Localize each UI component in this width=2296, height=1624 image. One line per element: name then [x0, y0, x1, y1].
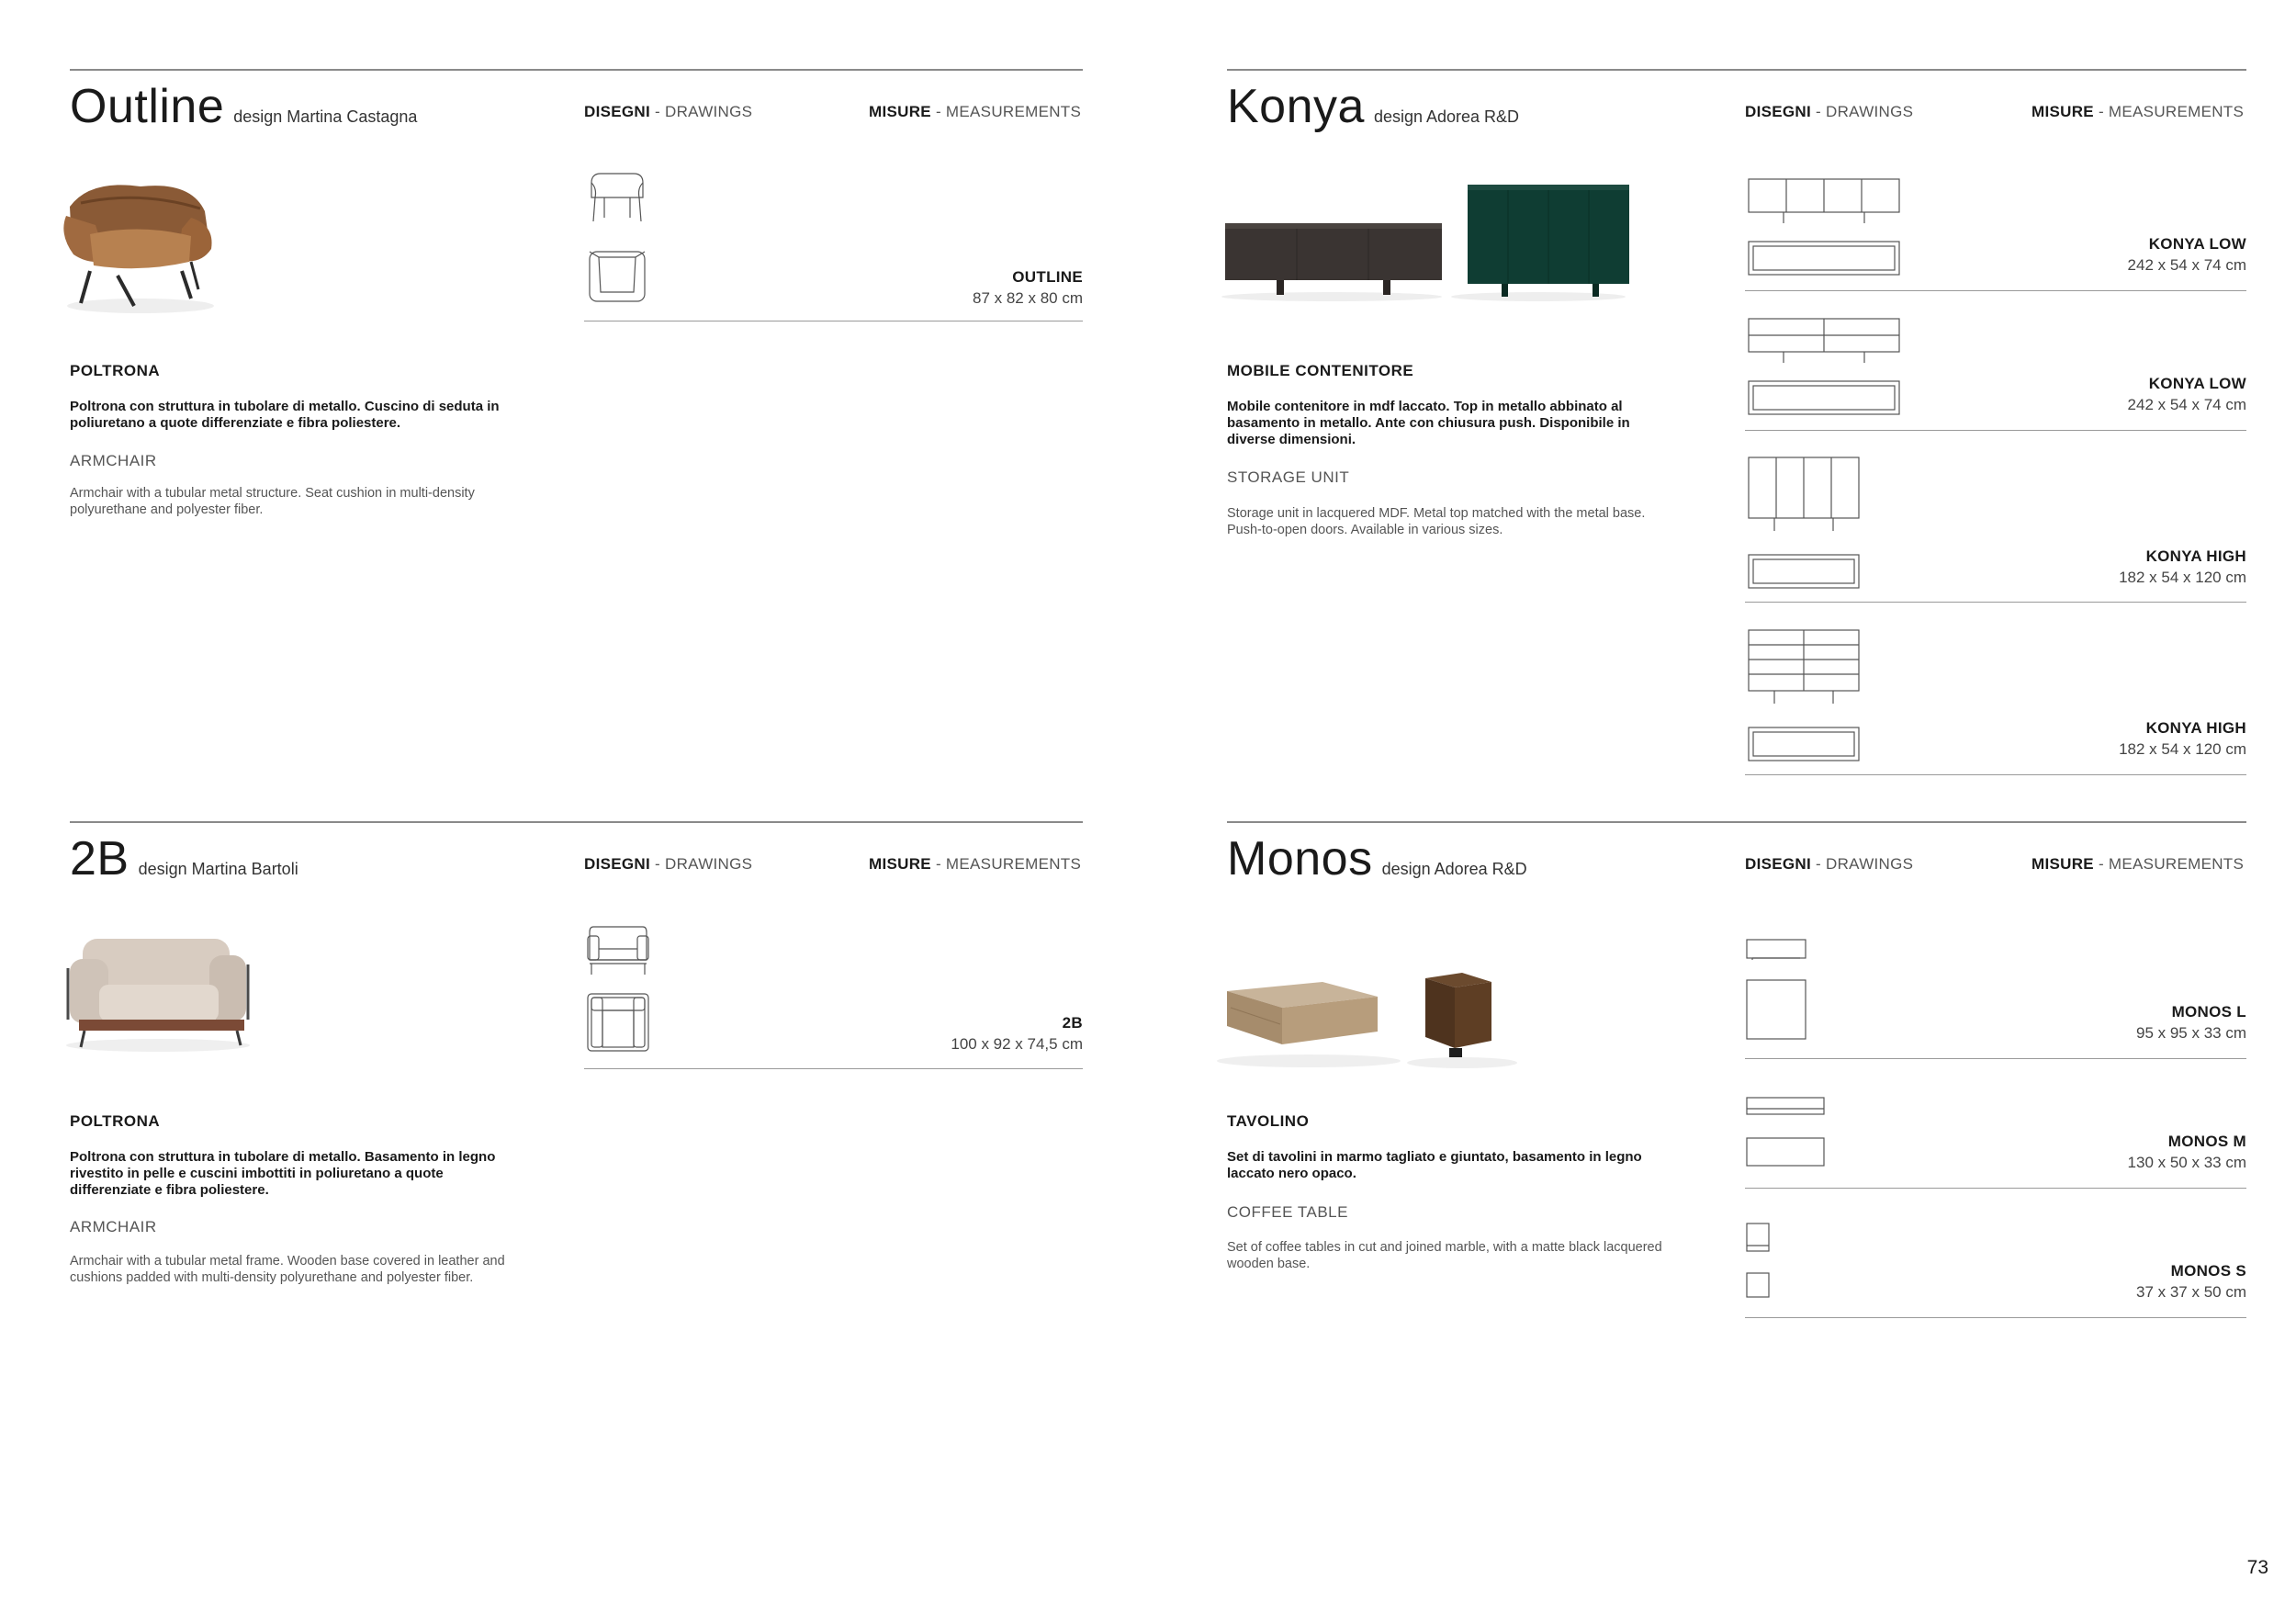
- measure-entry: [2128, 1133, 2246, 1172]
- description-italian: Poltrona con struttura in tubolare di metallo. Basamento in legno rivestito in pelle e cuscini imbottiti in poliuretano a quote differenziate e fibra poliestere.: [70, 1149, 496, 1198]
- category-italian: POLTRONA: [70, 1112, 161, 1130]
- category-italian: TAVOLINO: [1227, 1112, 1310, 1130]
- drawings-header: DISEGNI - DRAWINGS: [1745, 103, 1914, 120]
- description-italian: Poltrona con struttura in tubolare di metallo. Cuscino di seduta in poliuretano a quote differenziate e fibra poliestere.: [70, 399, 500, 431]
- category-english: STORAGE UNIT: [1227, 468, 1350, 486]
- measure-entry: [2119, 547, 2246, 587]
- product-title: [1227, 831, 1527, 886]
- product-title: [70, 79, 417, 134]
- measure-separator: [584, 1068, 1083, 1069]
- konya-low-alt-front-drawing: [1747, 317, 1903, 416]
- konya-low-front-drawing: [1747, 177, 1903, 276]
- measure-name: MONOS L: [2171, 1003, 2246, 1021]
- designer-credit: design Martina Castagna: [233, 107, 418, 126]
- product-name: Outline: [70, 80, 225, 133]
- konya-high-drawers-front-drawing: [1747, 628, 1863, 764]
- description-italian: Mobile contenitore in mdf laccato. Top in metallo abbinato al basamento in metallo. Ante con chiusura push. Disponibile in diverse dimensioni.: [1227, 399, 1630, 447]
- konya-high-front-drawing: [1747, 456, 1863, 592]
- section-top-rule: [70, 69, 1083, 71]
- outline-front-view-drawing: [588, 170, 647, 225]
- product-name: 2B: [70, 832, 129, 885]
- category-italian: MOBILE CONTENITORE: [1227, 362, 1414, 379]
- measure-dims: 182 x 54 x 120 cm: [2119, 569, 2246, 586]
- designer-credit: design Adorea R&D: [1381, 860, 1527, 878]
- product-name: Konya: [1227, 80, 1365, 133]
- measure-dims: 100 x 92 x 74,5 cm: [951, 1035, 1083, 1053]
- measure-separator: [1745, 1188, 2246, 1189]
- page-number: 73: [2246, 1557, 2268, 1578]
- section-top-rule: [1227, 821, 2246, 823]
- description-english: Set of coffee tables in cut and joined marble, with a matte black lacquered wooden base.: [1227, 1240, 1662, 1271]
- measure-dims: 242 x 54 x 74 cm: [2127, 256, 2246, 274]
- measure-dims: 130 x 50 x 33 cm: [2127, 1154, 2246, 1171]
- measure-dims: 242 x 54 x 74 cm: [2127, 396, 2246, 413]
- measurements-header: MISURE - MEASUREMENTS: [2032, 103, 2245, 120]
- measure-name: KONYA LOW: [2148, 235, 2246, 253]
- measure-name: 2B: [1062, 1014, 1083, 1032]
- description-italian: Set di tavolini in marmo tagliato e giuntato, basamento in legno laccato nero opaco.: [1227, 1149, 1642, 1181]
- section-top-rule: [70, 821, 1083, 823]
- measure-separator: [1745, 774, 2246, 775]
- designer-credit: design Adorea R&D: [1373, 107, 1520, 126]
- product-title: [70, 831, 298, 886]
- measure-separator: [1745, 1058, 2246, 1059]
- measure-dims: 87 x 82 x 80 cm: [972, 289, 1083, 307]
- measure-name: KONYA HIGH: [2145, 719, 2246, 737]
- product-name: Monos: [1227, 832, 1373, 885]
- measure-separator: [1745, 290, 2246, 291]
- section-top-rule: [1227, 69, 2246, 71]
- measure-dims: 37 x 37 x 50 cm: [2135, 1283, 2246, 1301]
- monos-l-drawing: [1745, 938, 1809, 1043]
- konya-storage-photo: [1221, 179, 1644, 303]
- drawings-header: DISEGNI - DRAWINGS: [584, 855, 753, 873]
- measure-entry: [2119, 719, 2246, 759]
- twob-front-view-drawing: [586, 923, 650, 976]
- monos-coffee-tables-photo: [1212, 960, 1580, 1070]
- measure-entry: [2136, 1262, 2246, 1302]
- measure-dims: 95 x 95 x 33 cm: [2135, 1024, 2246, 1042]
- category-english: ARMCHAIR: [70, 1218, 157, 1235]
- twob-top-view-drawing: [586, 992, 650, 1053]
- category-italian: POLTRONA: [70, 362, 161, 379]
- description-english: Storage unit in lacquered MDF. Metal top matched with the metal base. Push-to-open doors. Available in various sizes.: [1227, 506, 1646, 537]
- category-english: ARMCHAIR: [70, 452, 157, 469]
- measure-entry: [2136, 1003, 2246, 1043]
- measure-name: OUTLINE: [1012, 268, 1083, 286]
- monos-m-drawing: [1745, 1096, 1828, 1169]
- measure-name: KONYA LOW: [2148, 375, 2246, 392]
- measure-entry: [2128, 235, 2246, 275]
- designer-credit: design Martina Bartoli: [138, 860, 298, 878]
- measure-name: MONOS M: [2167, 1133, 2246, 1150]
- measure-entry: [951, 1014, 1083, 1054]
- measure-separator: [1745, 602, 2246, 603]
- measurements-header: MISURE - MEASUREMENTS: [2032, 855, 2245, 873]
- measure-separator: [1745, 430, 2246, 431]
- drawings-header: DISEGNI - DRAWINGS: [584, 103, 753, 120]
- outline-top-view-drawing: [588, 248, 647, 305]
- measure-dims: 182 x 54 x 120 cm: [2119, 740, 2246, 758]
- measure-separator: [1745, 1317, 2246, 1318]
- measurements-header: MISURE - MEASUREMENTS: [869, 855, 1082, 873]
- measure-name: MONOS S: [2170, 1262, 2246, 1280]
- monos-s-drawing: [1745, 1222, 1782, 1301]
- measurements-header: MISURE - MEASUREMENTS: [869, 103, 1082, 120]
- twob-armchair-photo: [57, 928, 259, 1056]
- description-english: Armchair with a tubular metal frame. Wooden base covered in leather and cushions padded with multi-density polyurethane and polyester fiber.: [70, 1254, 505, 1285]
- outline-armchair-photo: [53, 170, 228, 317]
- measure-entry: [973, 268, 1083, 308]
- description-english: Armchair with a tubular metal structure. Seat cushion in multi-density polyurethane and polyester fiber.: [70, 486, 475, 517]
- product-title: [1227, 79, 1519, 134]
- measure-entry: [2128, 375, 2246, 414]
- drawings-header: DISEGNI - DRAWINGS: [1745, 855, 1914, 873]
- measure-name: KONYA HIGH: [2145, 547, 2246, 565]
- category-english: COFFEE TABLE: [1227, 1203, 1348, 1221]
